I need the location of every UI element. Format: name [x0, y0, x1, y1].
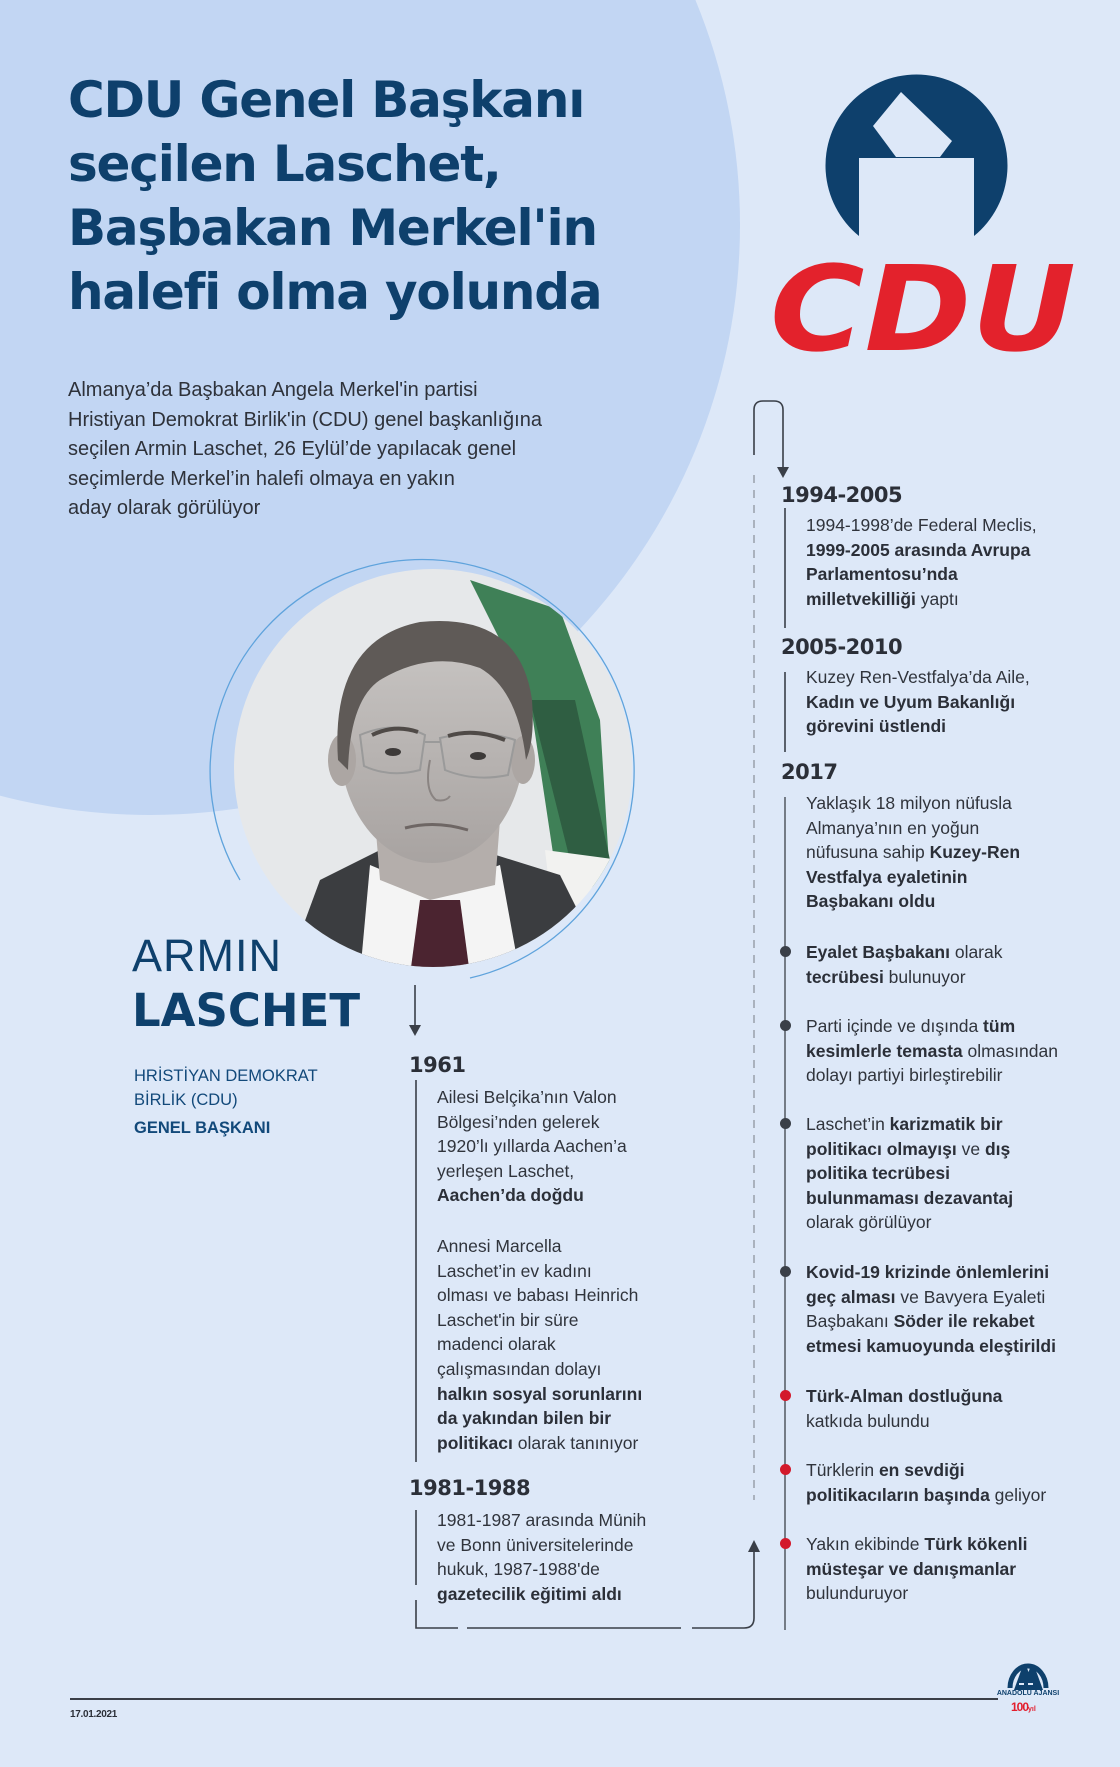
timeline-entry-text — [806, 791, 1020, 914]
text: katkıda bulundu — [806, 1410, 930, 1431]
bold-text: Kovid-19 krizinde önlemlerini — [806, 1262, 1050, 1282]
text: 1981-1987 arasında Münih — [437, 1510, 647, 1530]
text-line — [806, 965, 1003, 990]
text: ve — [956, 1138, 985, 1159]
text: olarak görülüyor — [806, 1212, 932, 1233]
anniversary-number: 100 — [1011, 1700, 1029, 1714]
text: Laschet’in ev kadını — [437, 1260, 592, 1281]
title-line: CDU Genel Başkanı — [68, 71, 585, 129]
bullet-dot-icon — [780, 1266, 791, 1277]
text-line — [806, 1063, 1058, 1088]
text: Yakın ekibinde — [806, 1534, 925, 1554]
text: ve Bonn üniversitelerinde — [437, 1534, 634, 1555]
text-line — [437, 1332, 642, 1357]
bullet-dot-icon — [780, 1390, 791, 1401]
bullet-text — [806, 1112, 1013, 1235]
party-line: BİRLİK (CDU) — [134, 1091, 238, 1109]
bold-text: Eyalet Başbakanı — [806, 942, 950, 962]
text-line — [806, 1557, 1027, 1582]
text: yaptı — [915, 588, 959, 609]
text-line — [806, 1458, 1046, 1483]
bullet-text — [806, 1014, 1058, 1088]
text-line — [806, 690, 1030, 715]
text-line — [806, 587, 1037, 612]
text-line — [437, 1431, 642, 1456]
text-line — [437, 1159, 627, 1184]
text: nüfusuna sahip — [806, 842, 930, 863]
text-line — [806, 562, 1037, 587]
text: bulunduruyor — [806, 1583, 909, 1604]
timeline-entry-text — [437, 1085, 627, 1208]
bold-text: geç alması — [806, 1286, 896, 1307]
bold-text: görevini üstlendi — [806, 716, 947, 737]
bold-text: politika tecrübesi — [806, 1163, 950, 1184]
text-line — [806, 1532, 1027, 1557]
text: olması ve babası Heinrich — [437, 1285, 639, 1306]
bold-text: politikacı — [437, 1432, 513, 1453]
title-line: halefi olma yolunda — [68, 263, 602, 321]
text: yerleşen Laschet, — [437, 1160, 575, 1181]
bold-text: Vestfalya eyaletinin — [806, 866, 968, 887]
bold-text: halkın sosyal sorunlarını — [437, 1383, 643, 1404]
bold-text: politikacıların başında — [806, 1484, 990, 1505]
text: bulunuyor — [883, 966, 966, 987]
timeline-year: 1981-1988 — [409, 1476, 531, 1500]
bold-text: Aachen’da doğdu — [437, 1185, 584, 1206]
bold-text: Başbakanı oldu — [806, 891, 936, 912]
text-line — [806, 1384, 1002, 1409]
bullet-dot-icon — [780, 1020, 791, 1031]
text: Başbakanı — [806, 1311, 894, 1332]
text-line — [806, 1161, 1013, 1186]
bold-text: gazetecilik eğitimi aldı — [437, 1583, 622, 1604]
lead-paragraph — [68, 376, 628, 524]
text-line — [437, 1582, 646, 1607]
text-line — [437, 1259, 642, 1284]
text-line — [437, 1406, 642, 1431]
text: Annesi Marcella — [437, 1236, 562, 1256]
text: dolayı partiyi birleştirebilir — [806, 1065, 1003, 1086]
text-line — [806, 714, 1030, 739]
text-line — [806, 1112, 1013, 1137]
bold-text: 1999-2005 arasında Avrupa — [806, 539, 1031, 560]
text-line — [437, 1508, 646, 1533]
text-line — [806, 1137, 1013, 1162]
bold-text: bulunmaması dezavantaj — [806, 1187, 1014, 1208]
bold-text: milletvekilliği — [806, 588, 916, 609]
agency-anniversary — [1011, 1700, 1036, 1714]
bullet-dot-icon — [780, 946, 791, 957]
bullet-text — [806, 1260, 1056, 1358]
text-line — [806, 940, 1003, 965]
bold-text: en sevdiği — [878, 1460, 965, 1480]
bullet-dot-icon — [780, 1538, 791, 1549]
text-line — [437, 1283, 642, 1308]
timeline-entry-text — [806, 513, 1037, 611]
text-line — [806, 865, 1020, 890]
bullet-text — [806, 1384, 1002, 1433]
text: Yaklaşık 18 milyon nüfusla — [806, 793, 1012, 813]
text-line — [806, 1483, 1046, 1508]
text-line — [806, 840, 1020, 865]
timeline-entry-text — [437, 1234, 642, 1455]
anniversary-suffix: yıl — [1028, 1706, 1036, 1713]
title-line: seçilen Laschet, — [68, 135, 501, 193]
timeline-year: 2017 — [781, 760, 838, 784]
bullet-text — [806, 1458, 1046, 1507]
bold-text: Kadın ve Uyum Bakanlığı — [806, 691, 1016, 712]
first-name: ARMIN — [132, 930, 282, 981]
text: 1920’lı yıllarda Aachen’a — [437, 1136, 627, 1157]
text: ve Bavyera Eyaleti — [895, 1286, 1046, 1307]
last-name: LASCHET — [132, 984, 361, 1037]
bullet-dot-icon — [780, 1118, 791, 1129]
text: Türklerin — [806, 1460, 879, 1480]
text: Laschet’in — [806, 1114, 890, 1134]
bold-text: Türk-Alman dostluğuna — [806, 1386, 1003, 1406]
text: çalışmasından dolayı — [437, 1358, 602, 1379]
text-line — [437, 1234, 642, 1259]
timeline-year: 2005-2010 — [781, 635, 903, 659]
bold-text: karizmatik bir — [889, 1114, 1003, 1134]
text: olarak tanınıyor — [512, 1432, 639, 1453]
agency-name: ANADOLU AJANSI — [996, 1690, 1060, 1697]
text-line — [437, 1533, 646, 1558]
text: Parti içinde ve dışında — [806, 1016, 984, 1036]
text-line — [806, 1260, 1056, 1285]
text-line — [437, 1557, 646, 1582]
lead-line: seçilen Armin Laschet, 26 Eylül’de yapılacak genel — [68, 438, 517, 461]
text-line — [806, 1309, 1056, 1334]
bullet-dot-icon — [780, 1464, 791, 1475]
lead-line: Hristiyan Demokrat Birlik'in (CDU) genel başkanlığına — [68, 408, 542, 431]
text: Bölgesi’nden gelerek — [437, 1111, 600, 1132]
timeline-entry-text — [806, 665, 1030, 739]
text-line — [806, 816, 1020, 841]
text: madenci olarak — [437, 1334, 556, 1355]
bold-text: tecrübesi — [806, 966, 884, 987]
timeline-year: 1961 — [409, 1053, 466, 1077]
text-line — [806, 1285, 1056, 1310]
lead-line: seçimlerde Merkel’in halefi olmaya en yakın — [68, 467, 455, 490]
bullet-text — [806, 940, 1003, 989]
text-line — [806, 665, 1030, 690]
bold-text: politikacı olmayışı — [806, 1138, 957, 1159]
text-line — [437, 1357, 642, 1382]
text-line — [806, 1210, 1013, 1235]
timeline-year: 1994-2005 — [781, 483, 903, 507]
publish-date: 17.01.2021 — [70, 1709, 118, 1720]
text-line — [806, 1014, 1058, 1039]
text-line — [806, 1334, 1056, 1359]
text: hukuk, 1987-1988'de — [437, 1559, 600, 1580]
text-line — [437, 1110, 627, 1135]
text: Ailesi Belçika’nın Valon — [437, 1087, 617, 1107]
bold-text: da yakından bilen bir — [437, 1408, 612, 1429]
bold-text: Türk kökenli — [924, 1534, 1028, 1554]
page-title — [68, 68, 728, 324]
text-line — [806, 538, 1037, 563]
text-line — [437, 1308, 642, 1333]
party-info — [134, 1064, 318, 1140]
text-line — [806, 1409, 1002, 1434]
text: olarak — [949, 942, 1003, 962]
cdu-wordmark-text: CDU — [770, 250, 1076, 360]
text-line — [806, 1581, 1027, 1606]
bold-text: etmesi kamuoyunda eleştirildi — [806, 1335, 1056, 1356]
bold-text: Söder ile rekabet — [893, 1311, 1035, 1332]
text: 1994-1998’de Federal Meclis, — [806, 515, 1037, 535]
lead-line: aday olarak görülüyor — [68, 497, 261, 520]
text-line — [437, 1134, 627, 1159]
text-line — [437, 1085, 627, 1110]
bold-text: Kuzey-Ren — [929, 842, 1021, 863]
text: Kuzey Ren-Vestfalya’da Aile, — [806, 667, 1030, 687]
text-line — [437, 1183, 627, 1208]
lead-line: Almanya’da Başbakan Angela Merkel'in partisi — [68, 379, 478, 401]
text-line — [806, 1039, 1058, 1064]
bold-text: tüm — [983, 1016, 1016, 1036]
bold-text: müsteşar ve danışmanlar — [806, 1558, 1017, 1579]
text-line — [806, 1186, 1013, 1211]
title-line: Başbakan Merkel'in — [68, 199, 597, 257]
cdu-wordmark — [766, 250, 1080, 360]
party-role: GENEL BAŞKANI — [134, 1119, 271, 1137]
timeline-entry-text — [437, 1508, 646, 1606]
text: olmasından — [962, 1040, 1058, 1061]
text-line — [437, 1382, 642, 1407]
text: Laschet'in bir süre — [437, 1309, 579, 1330]
text-line — [806, 791, 1020, 816]
bold-text: dış — [984, 1138, 1011, 1159]
bold-text: Parlamentosu’nda — [806, 564, 958, 585]
party-line: HRİSTİYAN DEMOKRAT — [134, 1067, 318, 1085]
bullet-text — [806, 1532, 1027, 1606]
text: geliyor — [989, 1484, 1047, 1505]
text-line — [806, 513, 1037, 538]
text: Almanya’nın en yoğun — [806, 817, 980, 838]
bold-text: kesimlerle temasta — [806, 1040, 963, 1061]
text-line — [806, 889, 1020, 914]
